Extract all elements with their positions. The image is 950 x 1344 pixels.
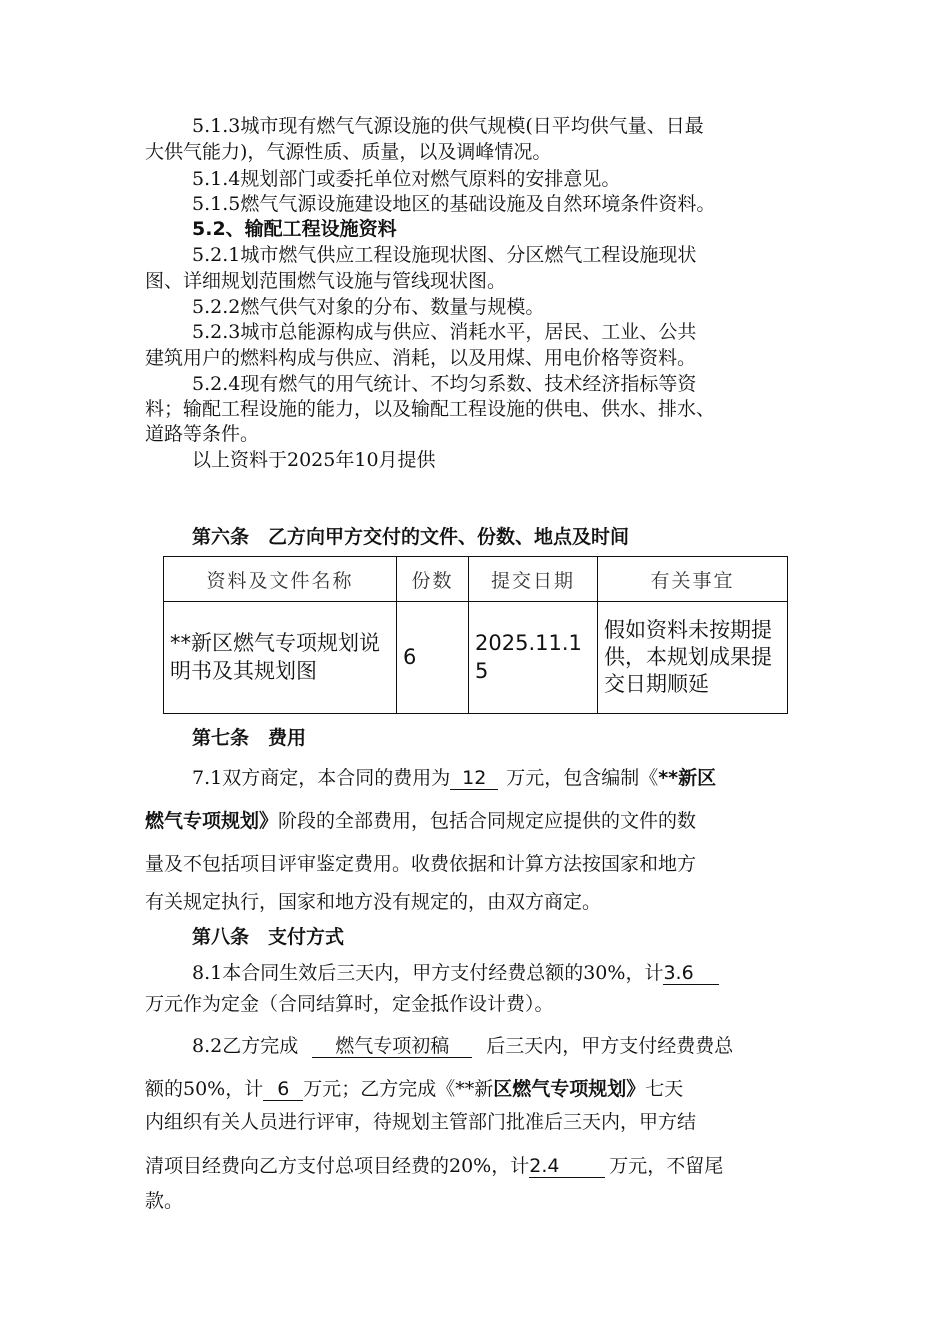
para-8-2-line1 (192, 1036, 733, 1058)
para-8-2-text: 8.2乙方完成 (192, 1035, 299, 1057)
para-8-2-line3: 内组织有关人员进行评审，待规划主管部门批准后三天内，甲方结 (145, 1111, 697, 1133)
project-name-part2: 燃气专项规划》 (145, 810, 279, 832)
para-7-1-text: 7.1双方商定，本合同的费用为 (192, 767, 451, 789)
header-doc-name: 资料及文件名称 (164, 557, 397, 602)
para-5-2-4-line3: 道路等条件。 (145, 423, 260, 445)
para-5-2-4-line1: 5.2.4现有燃气的用气统计、不均匀系数、技术经济指标等资 (192, 373, 697, 395)
para-7-1-line2 (145, 812, 696, 831)
article-8-title: 第八条 支付方式 (192, 926, 345, 948)
para-7-1-line1 (192, 768, 716, 790)
para-7-1-text2: 万元，包含编制《 (506, 767, 659, 789)
para-8-2-line2 (145, 1079, 683, 1101)
para-5-1-3-line1: 5.1.3城市现有燃气气源设施的供气规模(日平均供气量、日最 (192, 115, 704, 137)
deliverables-table (163, 556, 788, 714)
table-row (164, 602, 788, 714)
data-provision-note: 以上资料于2025年10月提供 (192, 449, 436, 471)
para-8-1-line2: 万元作为定金（合同结算时，定金抵作设计费）。 (145, 993, 554, 1015)
cell-copies: 6 (397, 602, 469, 714)
project-name-part1: **新区 (658, 767, 717, 789)
article-6-title: 第六条 乙方向甲方交付的文件、份数、地点及时间 (192, 526, 630, 548)
para-5-2-4-line2: 料；输配工程设施的能力，以及输配工程设施的供电、供水、排水、 (145, 398, 716, 420)
para-7-1-line4: 有关规定执行，国家和地方没有规定的，由双方商定。 (145, 891, 602, 913)
para-8-2-line4 (145, 1156, 723, 1178)
para-5-2-1-line1: 5.2.1城市燃气供应工程设施现状图、分区燃气工程设施现状 (192, 244, 697, 266)
table-header-row (164, 557, 788, 602)
para-8-2-text4: 万元；乙方完成《**新 (303, 1078, 494, 1100)
para-8-2-text5: 七天 (645, 1078, 684, 1100)
para-5-2-3-line1: 5.2.3城市总能源构成与供应、消耗水平，居民、工业、公共 (192, 321, 697, 343)
para-5-2-3-line2: 建筑用户的燃料构成与供应、消耗，以及用煤、用电价格等资料。 (145, 347, 697, 369)
para-5-2-2: 5.2.2燃气供气对象的分布、数量与规模。 (192, 296, 545, 318)
para-5-1-3-line2: 大供气能力)，气源性质、质量，以及调峰情况。 (145, 141, 552, 163)
para-7-1-line3: 量及不包括项目评审鉴定费用。收费依据和计算方法按国家和地方 (145, 853, 697, 875)
para-7-1-text3: 阶段的全部费用，包括合同规定应提供的文件的数 (278, 810, 697, 832)
cell-submit-date: 2025.11.15 (469, 602, 598, 714)
para-5-2-1-line2: 图、详细规划范围燃气设施与管线现状图。 (145, 270, 507, 292)
header-copies: 份数 (397, 557, 469, 602)
para-5-1-5: 5.1.5燃气气源设施建设地区的基础设施及自然环境条件资料。 (192, 193, 716, 215)
stage-name: 燃气专项初稿 (312, 1036, 472, 1058)
header-remarks: 有关事宜 (598, 557, 788, 602)
second-payment-amount: 6 (263, 1079, 303, 1101)
para-5-1-4: 5.1.4规划部门或委托单位对燃气原料的安排意见。 (192, 168, 621, 190)
para-8-1-text: 8.1本合同生效后三天内，甲方支付经费总额的30%，计 (192, 962, 664, 984)
final-payment-amount: 2.4 (529, 1156, 605, 1178)
para-8-1-line1 (192, 963, 719, 985)
para-8-2-line5: 款。 (145, 1190, 184, 1212)
cell-doc-name: **新区燃气专项规划说明书及其规划图 (164, 602, 397, 714)
fee-amount: 12 (450, 768, 498, 790)
header-submit-date: 提交日期 (469, 557, 598, 602)
para-8-2-text6: 清项目经费向乙方支付总项目经费的20%，计 (145, 1155, 530, 1177)
para-8-2-text3: 额的50%，计 (145, 1078, 264, 1100)
deposit-amount: 3.6 (663, 963, 719, 985)
project-name-bold: 区燃气专项规划》 (493, 1078, 646, 1100)
para-8-2-text7: 万元，不留尾 (609, 1155, 724, 1177)
article-7-title: 第七条 费用 (192, 727, 307, 749)
cell-remarks: 假如资料未按期提供，本规划成果提交日期顺延 (598, 602, 788, 714)
heading-5-2: 5.2、输配工程设施资料 (192, 218, 397, 240)
para-8-2-text2: 后三天内，甲方支付经费费总 (486, 1035, 734, 1057)
